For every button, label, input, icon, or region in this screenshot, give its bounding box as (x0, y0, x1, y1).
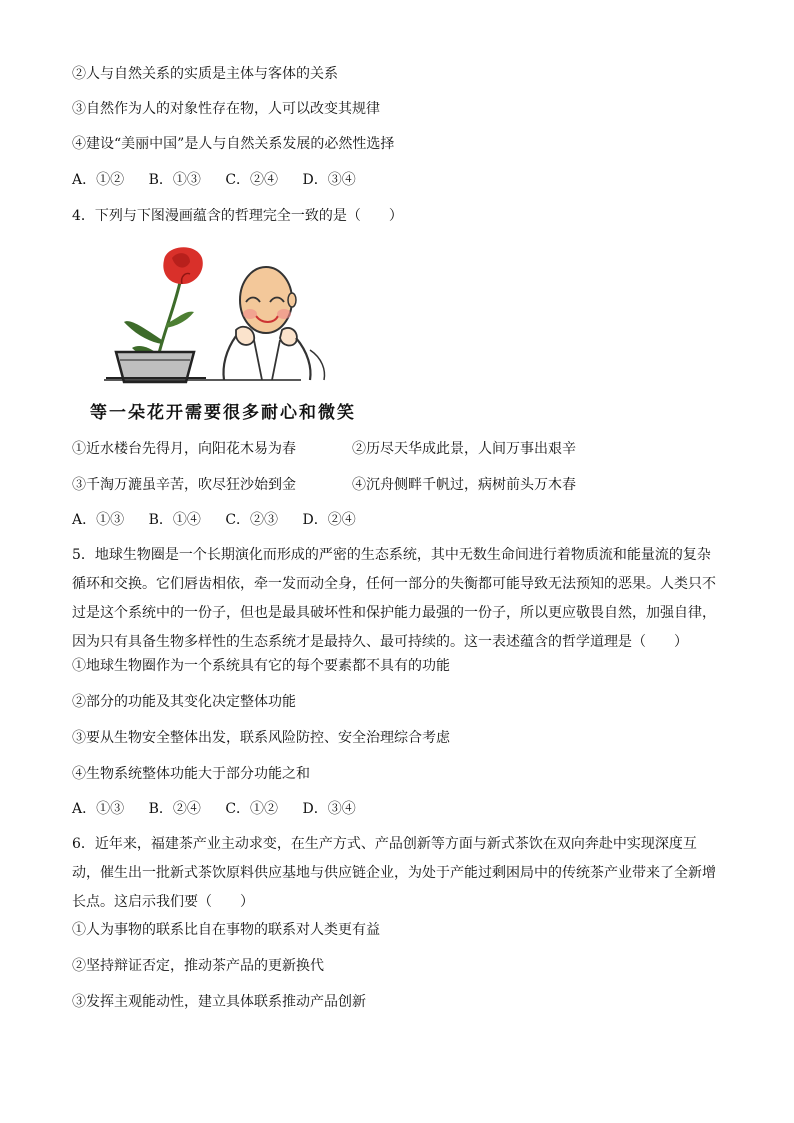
q4-choice-b: B．①④ (148, 512, 201, 528)
q6-stem-line-1: 6．近年来，福建茶产业主动求变，在生产方式、产品创新等方面与新式茶饮在双向奔赴中实现深度互 (72, 836, 697, 852)
q5-stem (72, 541, 722, 657)
q3-option-4: ④建设“美丽中国”是人与自然关系发展的必然性选择 (72, 136, 395, 152)
q4-stem: 4．下列与下图漫画蕴含的哲理完全一致的是（ ） (72, 208, 403, 224)
q3-choice-c: C．②④ (225, 172, 279, 188)
q3-choice-a: A．①② (72, 172, 125, 188)
q5-stem-line-4: 因为只有具备生物多样性的生态系统才是最持久、最可持续的。这一表述蕴含的哲学道理是（ ） (72, 634, 688, 650)
rose-icon (163, 247, 202, 284)
q5-option-1: ①地球生物圈作为一个系统具有它的每个要素都不具有的功能 (72, 658, 450, 674)
q3-choices (72, 172, 376, 189)
q4-option-1: ①近水楼台先得月，向阳花木易为春 (72, 441, 296, 457)
cartoon-caption: 等一朵花开需要很多耐心和微笑 (90, 403, 356, 423)
q4-option-2: ②历尽天华成此景，人间万事出艰辛 (352, 441, 576, 457)
q5-choices (72, 801, 376, 818)
q3-choice-d: D．③④ (302, 172, 356, 188)
q4-choice-d: D．②④ (302, 512, 356, 528)
q5-choice-d: D．③④ (302, 801, 356, 817)
q3-choice-b: B．①③ (148, 172, 201, 188)
q4-option-4: ④沉舟侧畔千帆过，病树前头万木春 (352, 477, 576, 493)
q5-option-2: ②部分的功能及其变化决定整体功能 (72, 694, 296, 710)
leaf-icon (124, 321, 162, 344)
q5-choice-c: C．①② (225, 801, 279, 817)
q5-choice-a: A．①③ (72, 801, 125, 817)
q5-stem-line-2: 循环和交换。它们唇齿相依，牵一发而动全身，任何一部分的失衡都可能导致无法预知的恶果。人类只不 (72, 576, 716, 592)
q6-option-3: ③发挥主观能动性，建立具体联系推动产品创新 (72, 994, 366, 1010)
q4-option-3: ③千淘万漉虽辛苦，吹尽狂沙始到金 (72, 477, 296, 493)
q5-choice-b: B．②④ (148, 801, 201, 817)
smiling-man-icon (224, 267, 325, 380)
q5-option-4: ④生物系统整体功能大于部分功能之和 (72, 766, 310, 782)
q5-stem-line-1: 5．地球生物圈是一个长期演化而形成的严密的生态系统，其中无数生命间进行着物质流和能量流的复杂 (72, 547, 711, 563)
q4-choices (72, 512, 376, 529)
q4-choice-c: C．②③ (225, 512, 279, 528)
q6-option-2: ②坚持辩证否定，推动茶产品的更新换代 (72, 958, 324, 974)
q6-option-1: ①人为事物的联系比自在事物的联系对人类更有益 (72, 922, 380, 938)
q3-option-2: ②人与自然关系的实质是主体与客体的关系 (72, 66, 338, 82)
q5-option-3: ③要从生物安全整体出发，联系风险防控、安全治理综合考虑 (72, 730, 450, 746)
q6-stem-line-3: 长点。这启示我们要（ ） (72, 894, 254, 910)
flower-pot-icon (106, 352, 206, 382)
q6-stem (72, 830, 722, 917)
q4-choice-a: A．①③ (72, 512, 125, 528)
q6-stem-line-2: 动，催生出一批新式茶饮原料供应基地与供应链企业，为处于产能过剩困局中的传统茶产业带来了全新增 (72, 865, 716, 881)
q5-stem-line-3: 过是这个系统中的一份子，但也是最具破坏性和保护能力最强的一份子，所以更应敬畏自然，加强自律， (72, 605, 716, 621)
q3-option-3: ③自然作为人的对象性存在物，人可以改变其规律 (72, 101, 380, 117)
